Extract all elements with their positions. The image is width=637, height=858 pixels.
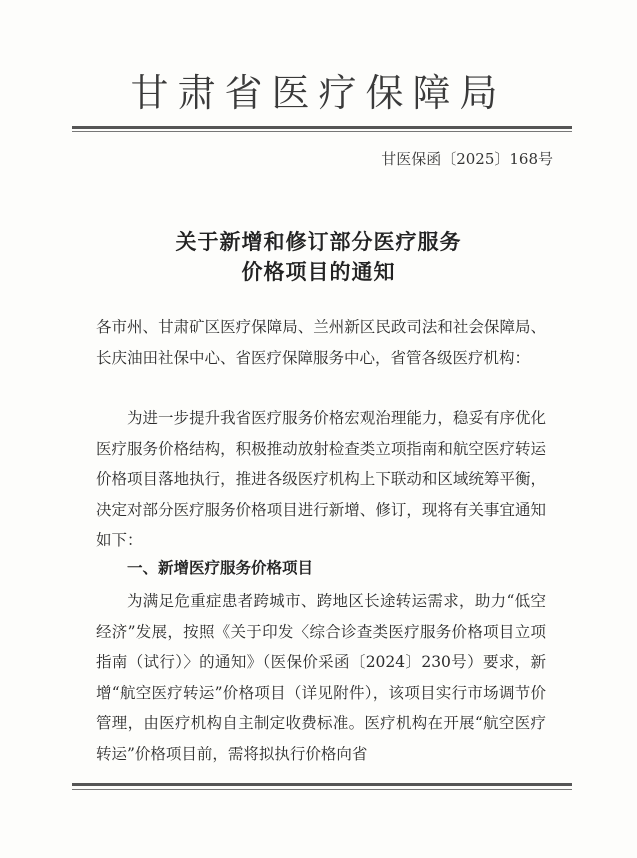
footer-rule-thin <box>72 789 572 790</box>
letterhead-rule-thin <box>72 131 572 132</box>
letterhead-rule-thick <box>72 126 572 129</box>
notice-title-line1: 关于新增和修订部分医疗服务 <box>175 229 462 254</box>
footer-rule-thick <box>72 783 572 786</box>
section1-paragraph: 为满足危重症患者跨城市、跨地区长途转运需求，助力“低空经济”发展，按照《关于印发〈综合诊查类医疗服务价格项目立项指南（试行）〉的通知》（医保价采函〔2024〕230号）要求，新增“航空医疗转运”价格项目（详见附件），该项目实行市场调节价管理，由医疗机构自主制定收费标准。医疗机构在开展“航空医疗转运”价格项目前，需将拟执行价格向省 <box>96 592 546 763</box>
notice-title-line2: 价格项目的通知 <box>241 259 396 284</box>
section1-heading: 一、新增医疗服务价格项目 <box>127 559 314 577</box>
document-number: 甘医保函〔2025〕168号 <box>381 150 553 168</box>
addressees-paragraph: 各市州、甘肃矿区医疗保障局、兰州新区民政司法和社会保障局、长庆油田社保中心、省医疗保障服务中心，省管各级医疗机构： <box>96 318 546 367</box>
intro-paragraph: 为进一步提升我省医疗服务价格宏观治理能力，稳妥有序优化医疗服务价格结构，积极推动放射检查类立项指南和航空医疗转运价格项目落地执行，推进各级医疗机构上下联动和区域统筹平衡，决定对部分医疗服务价格项目进行新增、修订，现将有关事宜通知如下： <box>96 409 546 549</box>
org-letterhead-title: 甘肃省医疗保障局 <box>130 71 507 115</box>
